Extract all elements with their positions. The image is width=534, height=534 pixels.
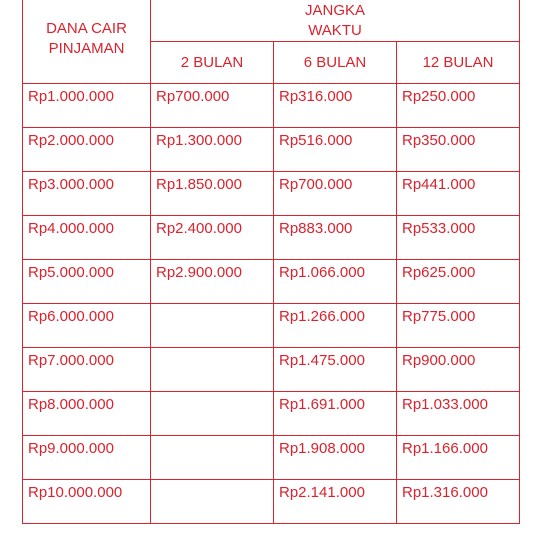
cell-loan-amount: Rp1.000.000 — [23, 84, 151, 128]
cell-loan-amount: Rp10.000.000 — [23, 480, 151, 524]
table-row — [23, 480, 520, 524]
cell-loan-amount: Rp5.000.000 — [23, 260, 151, 304]
cell-6-bulan: Rp1.266.000 — [274, 304, 397, 348]
table-row — [23, 84, 520, 128]
header-term-group-line2: WAKTU — [308, 22, 362, 39]
cell-6-bulan: Rp2.141.000 — [274, 480, 397, 524]
loan-installment-table — [22, 0, 520, 524]
cell-2-bulan: Rp1.850.000 — [151, 172, 274, 216]
cell-loan-amount: Rp3.000.000 — [23, 172, 151, 216]
cell-6-bulan: Rp1.475.000 — [274, 348, 397, 392]
cell-12-bulan: Rp775.000 — [397, 304, 520, 348]
header-loan-amount-line2: PINJAMAN — [48, 40, 125, 57]
cell-loan-amount: Rp4.000.000 — [23, 216, 151, 260]
cell-6-bulan: Rp883.000 — [274, 216, 397, 260]
header-term-6: 6 BULAN — [274, 42, 397, 84]
cell-2-bulan: Rp2.400.000 — [151, 216, 274, 260]
table-row — [23, 348, 520, 392]
cell-2-bulan — [151, 392, 274, 436]
cell-2-bulan — [151, 348, 274, 392]
table-row — [23, 260, 520, 304]
cell-12-bulan: Rp533.000 — [397, 216, 520, 260]
cell-6-bulan: Rp1.691.000 — [274, 392, 397, 436]
header-term-12: 12 BULAN — [397, 42, 520, 84]
cell-6-bulan: Rp700.000 — [274, 172, 397, 216]
cell-loan-amount: Rp6.000.000 — [23, 304, 151, 348]
cell-loan-amount: Rp9.000.000 — [23, 436, 151, 480]
cell-6-bulan: Rp516.000 — [274, 128, 397, 172]
cell-2-bulan: Rp700.000 — [151, 84, 274, 128]
table-row — [23, 304, 520, 348]
header-term-2: 2 BULAN — [151, 42, 274, 84]
cell-12-bulan: Rp350.000 — [397, 128, 520, 172]
table-row — [23, 172, 520, 216]
header-term-group — [151, 0, 520, 42]
cell-12-bulan: Rp625.000 — [397, 260, 520, 304]
table-header — [23, 0, 520, 84]
cell-loan-amount: Rp7.000.000 — [23, 348, 151, 392]
cell-12-bulan: Rp1.033.000 — [397, 392, 520, 436]
header-row-top — [23, 0, 520, 42]
header-loan-amount-line1: DANA CAIR — [46, 20, 127, 37]
cell-12-bulan: Rp250.000 — [397, 84, 520, 128]
cell-2-bulan: Rp2.900.000 — [151, 260, 274, 304]
cell-6-bulan: Rp1.908.000 — [274, 436, 397, 480]
cell-loan-amount: Rp8.000.000 — [23, 392, 151, 436]
cell-2-bulan: Rp1.300.000 — [151, 128, 274, 172]
cell-6-bulan: Rp316.000 — [274, 84, 397, 128]
cell-12-bulan: Rp900.000 — [397, 348, 520, 392]
table-row — [23, 436, 520, 480]
table-body — [23, 84, 520, 524]
header-term-group-line1: JANGKA — [305, 2, 366, 19]
cell-2-bulan — [151, 304, 274, 348]
cell-12-bulan: Rp1.166.000 — [397, 436, 520, 480]
cell-loan-amount: Rp2.000.000 — [23, 128, 151, 172]
cell-6-bulan: Rp1.066.000 — [274, 260, 397, 304]
table-row — [23, 392, 520, 436]
cell-2-bulan — [151, 436, 274, 480]
table-row — [23, 128, 520, 172]
table-row — [23, 216, 520, 260]
cell-12-bulan: Rp1.316.000 — [397, 480, 520, 524]
cell-12-bulan: Rp441.000 — [397, 172, 520, 216]
cell-2-bulan — [151, 480, 274, 524]
header-loan-amount — [23, 0, 151, 84]
